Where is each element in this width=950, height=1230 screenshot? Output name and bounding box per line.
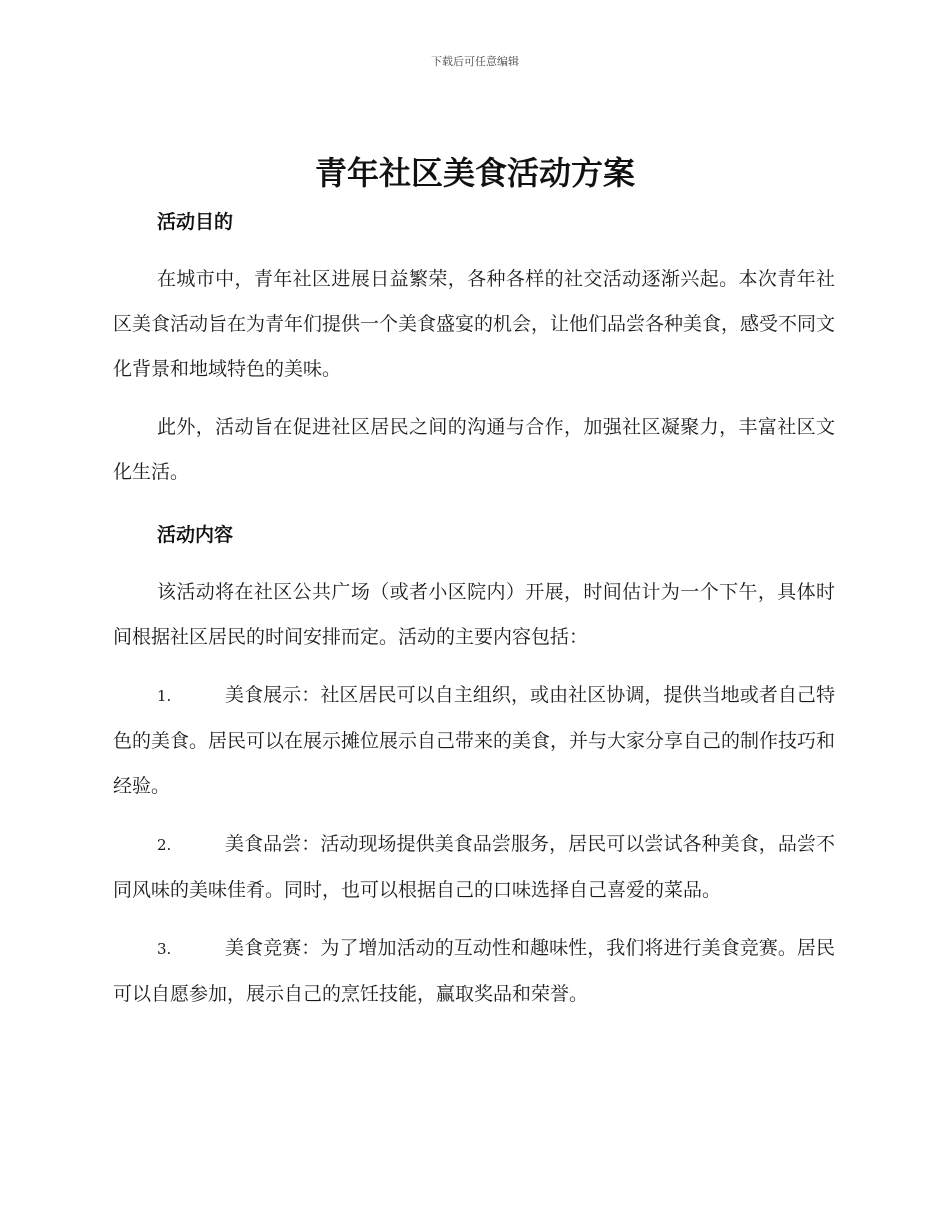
list-item [113,673,835,809]
document-body [113,200,835,1017]
list-item [113,926,835,1017]
document-title: 青年社区美食活动方案 [314,154,635,192]
section-heading-purpose: 活动目的 [157,211,234,233]
section-heading-content: 活动内容 [157,524,234,546]
purpose-paragraph-2: 此外，活动旨在促进社区居民之间的沟通与合作，加强社区凝聚力，丰富社区文化生活。 [113,416,835,483]
list-item-text: 美食品尝：活动现场提供美食品尝服务，居民可以尝试各种美食，品尝不同风味的美味佳肴。同时，也可以根据自己的口味选择自己喜爱的菜品。 [113,833,835,901]
list-item-text: 美食竞赛：为了增加活动的互动性和趣味性，我们将进行美食竞赛。居民可以自愿参加，展示自己的烹饪技能，赢取奖品和荣誉。 [113,937,835,1005]
purpose-paragraph-1: 在城市中，青年社区进展日益繁荣，各种各样的社交活动逐渐兴起。本次青年社区美食活动旨在为青年们提供一个美食盛宴的机会，让他们品尝各种美食，感受不同文化背景和地域特色的美味。 [113,268,836,380]
content-intro-paragraph: 该活动将在社区公共广场（或者小区院内）开展，时间估计为一个下午，具体时间根据社区居民的时间安排而定。活动的主要内容包括： [113,581,835,648]
list-item [113,822,835,913]
list-number: 2. [157,836,172,854]
list-item-text: 美食展示：社区居民可以自主组织，或由社区协调，提供当地或者自己特色的美食。居民可以在展示摊位展示自己带来的美食，并与大家分享自己的制作技巧和经验。 [113,684,836,797]
header-note: 下载后可任意编辑 [431,55,519,68]
list-number: 3. [157,940,172,958]
list-number: 1. [157,687,172,705]
